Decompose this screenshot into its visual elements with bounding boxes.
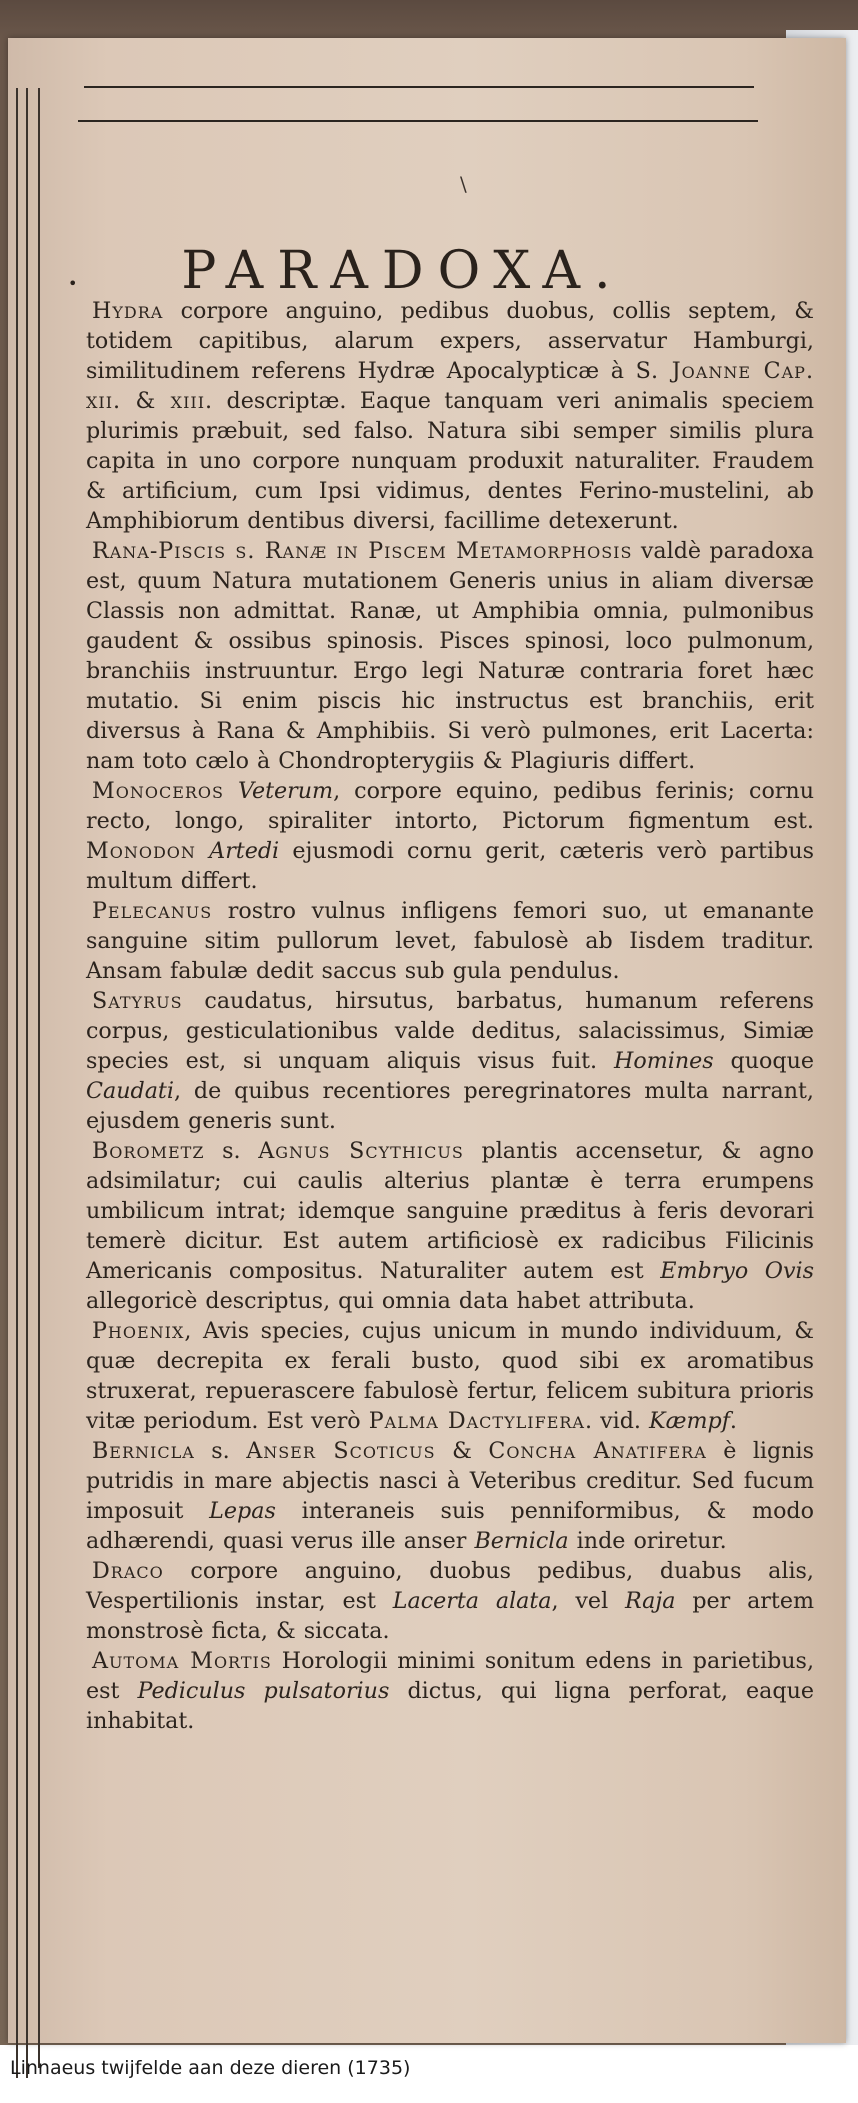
text-run: dictus, qui ligna perforat, eaque inhabitat. [86, 1678, 814, 1734]
text-run: Homines [613, 1048, 714, 1074]
text-run: Kæmpf [649, 1408, 730, 1434]
text-run: , de quibus recentiores peregrinatores multa narrant, ejusdem generis sunt. [86, 1078, 814, 1134]
text-run: Horologii minimi sonitum edens in parietibus, est [86, 1648, 814, 1704]
text-run: quoque [713, 1048, 815, 1074]
text-run: descriptæ. Eaque tanquam veri animalis speciem plurimis præbuit, sed falso. Natura sibi semper similis plura capita in uno corpore nunquam produxit naturaliter. Fraudem & artificium, cum Ipsi vidimus, dentes Ferino-mustelini, ab Amphibiorum dentibus diversi, facillime detexerunt. [86, 388, 814, 534]
paragraph-pelecanus [86, 896, 814, 986]
text-run: . [729, 1408, 737, 1434]
text-run: Bernicla [474, 1528, 569, 1554]
text-run: Automa Mortis [92, 1648, 272, 1674]
text-run: Hydra [92, 298, 164, 324]
text-run: Bernicla [92, 1438, 195, 1464]
paragraph-draco [86, 1556, 814, 1646]
margin-rule-outer [16, 88, 18, 2078]
text-run: Embryo Ovis [660, 1258, 814, 1284]
paragraph-monoceros [86, 776, 814, 896]
paragraph-automa-mortis [86, 1646, 814, 1736]
text-run: Pediculus pulsatorius [137, 1678, 390, 1704]
paragraph-satyrus [86, 986, 814, 1136]
text-run: interaneis suis penniformibus, & modo adhærendi, quasi verus ille anser [86, 1498, 814, 1554]
text-run [196, 838, 209, 864]
text-run: S. Joanne Cap. xii. & xiii. [86, 358, 814, 414]
text-run: Veterum [238, 778, 334, 804]
text-run: & [435, 1438, 489, 1464]
text-run: Satyrus [92, 988, 183, 1014]
text-run: Borometz [92, 1138, 205, 1164]
text-run: . vid. [584, 1408, 650, 1434]
text-run: Concha Anatifera [488, 1438, 707, 1464]
text-run: Palma Dactylifera [368, 1408, 585, 1434]
image-caption: Linnaeus twijfelde aan deze dieren (1735) [10, 2057, 411, 2079]
text-run: Pelecanus [92, 898, 213, 924]
header-rule-bottom [78, 120, 758, 122]
text-run: Rana-Piscis s. Ranæ in Piscem Metamorphosis [92, 538, 633, 564]
book-page [8, 38, 846, 2043]
text-run: s. [194, 1438, 247, 1464]
text-run: valdè paradoxa est, quum Natura mutationem Generis unius in aliam diversæ Classis non admittat. Ranæ, ut Amphibia omnia, pulmonibus gaudent & ossibus spinosis. Pisces spinosi, loco pulmonum, branchiis instruuntur. Ergo legi Naturæ contraria foret hæc mutatio. Si enim piscis hic instructus est branchiis, erit diversus à Rana & Amphibiis. Si verò pulmones, erit Lacerta: nam toto cælo à Chondropterygiis & Plagiuris differt. [86, 538, 814, 774]
text-run: Raja [624, 1588, 676, 1614]
text-run: , corpore equino, pedibus ferinis; cornu recto, longo, spiraliter intorto, Pictorum figmentum est. [86, 778, 814, 834]
text-run [224, 778, 238, 804]
text-run: Phoenix [92, 1318, 185, 1344]
paragraph-phoenix [86, 1316, 814, 1436]
text-run: Monoceros [92, 778, 224, 804]
text-run: è lignis putridis in mare abjectis nasci à Veteribus creditur. Sed fucum imposuit [86, 1438, 815, 1524]
text-run: Lacerta alata [392, 1588, 552, 1614]
header-rule-top [84, 86, 754, 88]
text-run: Caudati [86, 1078, 174, 1104]
asterisk-mark: • [68, 274, 78, 293]
text-run: Draco [92, 1558, 164, 1584]
text-run: Anser Scoticus [246, 1438, 436, 1464]
page-title: PARADOXA. [181, 240, 625, 301]
text-run: Monodon [86, 838, 196, 864]
body-text [86, 296, 814, 1736]
margin-rule-text [38, 88, 40, 2068]
text-run: Lepas [209, 1498, 276, 1524]
text-run: plantis accensetur, & agno adsimilatur; cui caulis alterius plantæ è terra erumpens umbilicum intrat; idemque sanguine præditus à feris devorari temerè dicitur. Est autem artificiosè ex radicibus Filicinis Americanis compositus. Naturaliter autem est [86, 1138, 814, 1284]
margin-rule-inner [26, 88, 28, 2078]
printer-mark: \ [460, 172, 467, 196]
paragraph-bernicla [86, 1436, 814, 1556]
text-run: corpore anguino, duobus pedibus, duabus alis, Vespertilionis instar, est [86, 1558, 814, 1614]
text-run: corpore anguino, pedibus duobus, collis septem, & totidem capitibus, alarum expers, asservatur Hamburgi, similitudinem referens Hydræ Apocalypticæ à [86, 298, 814, 384]
paragraph-rana-piscis [86, 536, 814, 776]
text-run: allegoricè descriptus, qui omnia data habet attributa. [86, 1288, 695, 1314]
text-run: s. [204, 1138, 259, 1164]
text-run: ejusmodi cornu gerit, cæteris verò partibus multum differt. [86, 838, 814, 894]
text-run: inde oriretur. [568, 1528, 727, 1554]
text-run: per artem monstrosè ficta, & siccata. [86, 1588, 814, 1644]
paragraph-borometz [86, 1136, 814, 1316]
text-run: Artedi [209, 838, 280, 864]
text-run: , Avis species, cujus unicum in mundo individuum, & quæ decrepita ex ferali busto, quod sibi ex aromatibus struxerat, repuerascere fabulosè fertur, felicem subitura prioris vitæ periodum. Est verò [86, 1318, 814, 1434]
text-run: rostro vulnus infligens femori suo, ut emanante sanguine sitim pullorum levet, fabulosè ab Iisdem traditur. Ansam fabulæ dedit saccus sub gula pendulus. [86, 898, 814, 984]
text-run: Agnus Scythicus [258, 1138, 464, 1164]
text-run: caudatus, hirsutus, barbatus, humanum referens corpus, gesticulationibus valde deditus, salacissimus, Simiæ species est, si unquam aliquis visus fuit. [86, 988, 814, 1074]
paragraph-hydra [86, 296, 814, 536]
text-run: , vel [551, 1588, 625, 1614]
